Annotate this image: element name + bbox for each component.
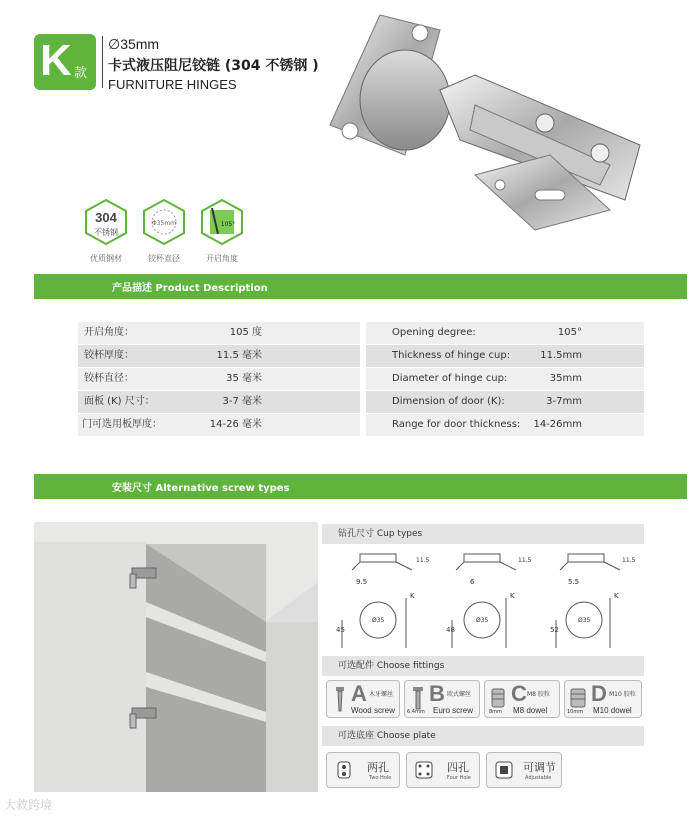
cup2-depth: 11.5 <box>518 557 532 564</box>
cabinet-illustration <box>34 522 318 792</box>
plate-four-hole <box>406 752 480 788</box>
feature-cup-label: 铰杯直径 <box>148 254 180 263</box>
plate-adjustable <box>486 752 562 788</box>
plate-cn: 可调节 <box>523 761 556 774</box>
cup3-depth: 11.5 <box>622 557 636 564</box>
cup-types-heading: 钻孔尺寸 Cup types <box>322 524 644 544</box>
steel-grade-text: 304 <box>95 210 117 225</box>
spec-en-value: 105° <box>557 327 582 338</box>
fitting-cn: M8 胶粒 <box>527 691 550 698</box>
two-hole-plate-icon <box>333 759 355 781</box>
model-suffix: 款 <box>74 66 88 81</box>
install-panel <box>322 522 644 792</box>
plate-en: Four Hole <box>447 775 471 781</box>
fitting-cn: 欧式螺丝 <box>447 691 472 698</box>
cup1-k: K <box>410 592 415 600</box>
fitting-size: 6.4mm <box>407 709 425 715</box>
section-bar-install <box>34 474 687 499</box>
watermark: 大救跨境 <box>4 798 53 812</box>
cup2-height: 48 <box>446 626 455 634</box>
spec-cn-label: 开启角度： <box>84 327 134 338</box>
cup-diameter-icon <box>140 198 188 246</box>
cup3-dia: Ø35 <box>578 617 591 624</box>
plate-en: Two Hole <box>369 775 392 781</box>
fitting-m8-dowel <box>484 680 560 718</box>
spec-en-label: Thickness of hinge cup: <box>392 350 511 361</box>
spec-cell-cn <box>78 322 360 344</box>
spec-cn-value: 35 毫米 <box>226 373 262 384</box>
fitting-en: Wood screw <box>351 706 395 715</box>
angle-text: 105° <box>220 221 236 228</box>
cup1-depth: 11.5 <box>416 557 430 564</box>
spec-cn-value: 105 度 <box>229 327 262 338</box>
cup1-dia: Ø35 <box>372 617 385 624</box>
fitting-wood-screw <box>326 680 400 718</box>
cup2-k: K <box>510 592 515 600</box>
fitting-letter: D <box>591 681 607 706</box>
spec-cn-label: 门可选用板厚度： <box>82 419 162 430</box>
cup2-dia: Ø35 <box>476 617 489 624</box>
fitting-size: 8mm <box>489 709 502 715</box>
fitting-euro-screw <box>404 680 480 718</box>
steel-sub-text: 不锈钢 <box>94 228 118 237</box>
model-badge <box>34 34 96 90</box>
table-row <box>78 345 644 368</box>
fitting-size: 10mm <box>567 709 584 715</box>
four-hole-plate-icon <box>413 759 435 781</box>
fitting-letter: C <box>511 681 527 706</box>
cup-types-diagrams <box>322 548 644 648</box>
plate-two-hole <box>326 752 400 788</box>
spec-en-label: Dimension of door (K): <box>392 396 505 407</box>
section-title-install: 安装尺寸 Alternative screw types <box>112 483 290 494</box>
cup3-offset: 5.5 <box>568 578 580 586</box>
spec-en-value: 14-26mm <box>533 419 582 430</box>
fitting-cn: 木牙螺丝 <box>369 691 394 698</box>
cup3-height: 52 <box>550 626 559 634</box>
model-letter: K <box>40 36 72 85</box>
spec-cell-en <box>366 391 644 413</box>
spec-cell-cn <box>78 391 360 413</box>
spec-cn-value: 11.5 毫米 <box>216 350 262 361</box>
title-chinese: 卡式液压阻尼铰链 (304 不锈钢 ) <box>108 58 319 74</box>
spec-cell-en <box>366 368 644 390</box>
feature-angle <box>196 198 248 264</box>
fitting-letter: B <box>429 681 445 706</box>
cup1-height: 45 <box>336 626 345 634</box>
section-bar-description <box>34 274 687 299</box>
spec-en-value: 3-7mm <box>546 396 582 407</box>
feature-cup-diameter <box>138 198 190 264</box>
cup3-k: K <box>614 592 619 600</box>
spec-cell-cn <box>78 414 360 436</box>
spec-cell-cn <box>78 368 360 390</box>
table-row <box>78 368 644 391</box>
spec-cell-en <box>366 414 644 436</box>
fitting-en: M10 dowel <box>593 706 632 715</box>
fitting-cn: M10 胶粒 <box>609 691 636 698</box>
cup-diagram-2 <box>446 554 532 648</box>
spec-cn-label: 面板 (K) 尺寸： <box>84 396 155 407</box>
steel-304-icon <box>82 198 130 246</box>
spec-en-label: Diameter of hinge cup: <box>392 373 508 384</box>
spec-cn-label: 铰杯厚度： <box>84 350 134 361</box>
opening-angle-icon <box>198 198 246 246</box>
plate-cn: 四孔 <box>447 761 469 774</box>
cup-diagram-3 <box>550 554 636 648</box>
hinge-photo <box>300 5 660 235</box>
cup-diameter-text: Φ35mm <box>151 220 177 227</box>
feature-steel <box>80 198 132 264</box>
title-diameter: ∅35mm <box>108 36 160 52</box>
fitting-letter: A <box>351 681 367 706</box>
table-row <box>78 414 644 437</box>
spec-cn-value: 14-26 毫米 <box>209 419 262 430</box>
spec-cell-en <box>366 345 644 367</box>
fitting-en: Euro screw <box>433 706 474 715</box>
cup1-offset: 9.5 <box>356 578 368 586</box>
title-block <box>108 36 319 92</box>
fittings-heading: 可选配件 Choose fittings <box>322 656 644 676</box>
plates-heading: 可选底座 Choose plate <box>322 726 644 746</box>
feature-angle-label: 开启角度 <box>206 254 238 263</box>
spec-en-value: 11.5mm <box>540 350 582 361</box>
plate-en: Adjustable <box>525 775 552 781</box>
spec-en-label: Opening degree: <box>392 327 476 338</box>
spec-cell-en <box>366 322 644 344</box>
table-row <box>78 322 644 345</box>
spec-cn-value: 3-7 毫米 <box>222 396 262 407</box>
spec-cn-label: 铰杯直径： <box>84 373 134 384</box>
fitting-m10-dowel <box>564 680 642 718</box>
feature-steel-label: 优质钢材 <box>90 254 122 263</box>
section-title-description: 产品描述 Product Description <box>112 283 268 294</box>
fitting-en: M8 dowel <box>513 706 548 715</box>
title-english: FURNITURE HINGES <box>108 77 237 92</box>
spec-cell-cn <box>78 345 360 367</box>
plate-cn: 两孔 <box>367 761 389 774</box>
spec-en-label: Range for door thickness: <box>392 419 521 430</box>
cup2-offset: 6 <box>470 578 475 586</box>
wood-screw-icon <box>331 685 349 713</box>
adjustable-plate-icon <box>493 759 515 781</box>
spec-table <box>78 322 644 437</box>
table-row <box>78 391 644 414</box>
spec-en-value: 35mm <box>549 373 582 384</box>
title-divider <box>102 36 103 88</box>
cup-diagram-1 <box>336 554 430 648</box>
